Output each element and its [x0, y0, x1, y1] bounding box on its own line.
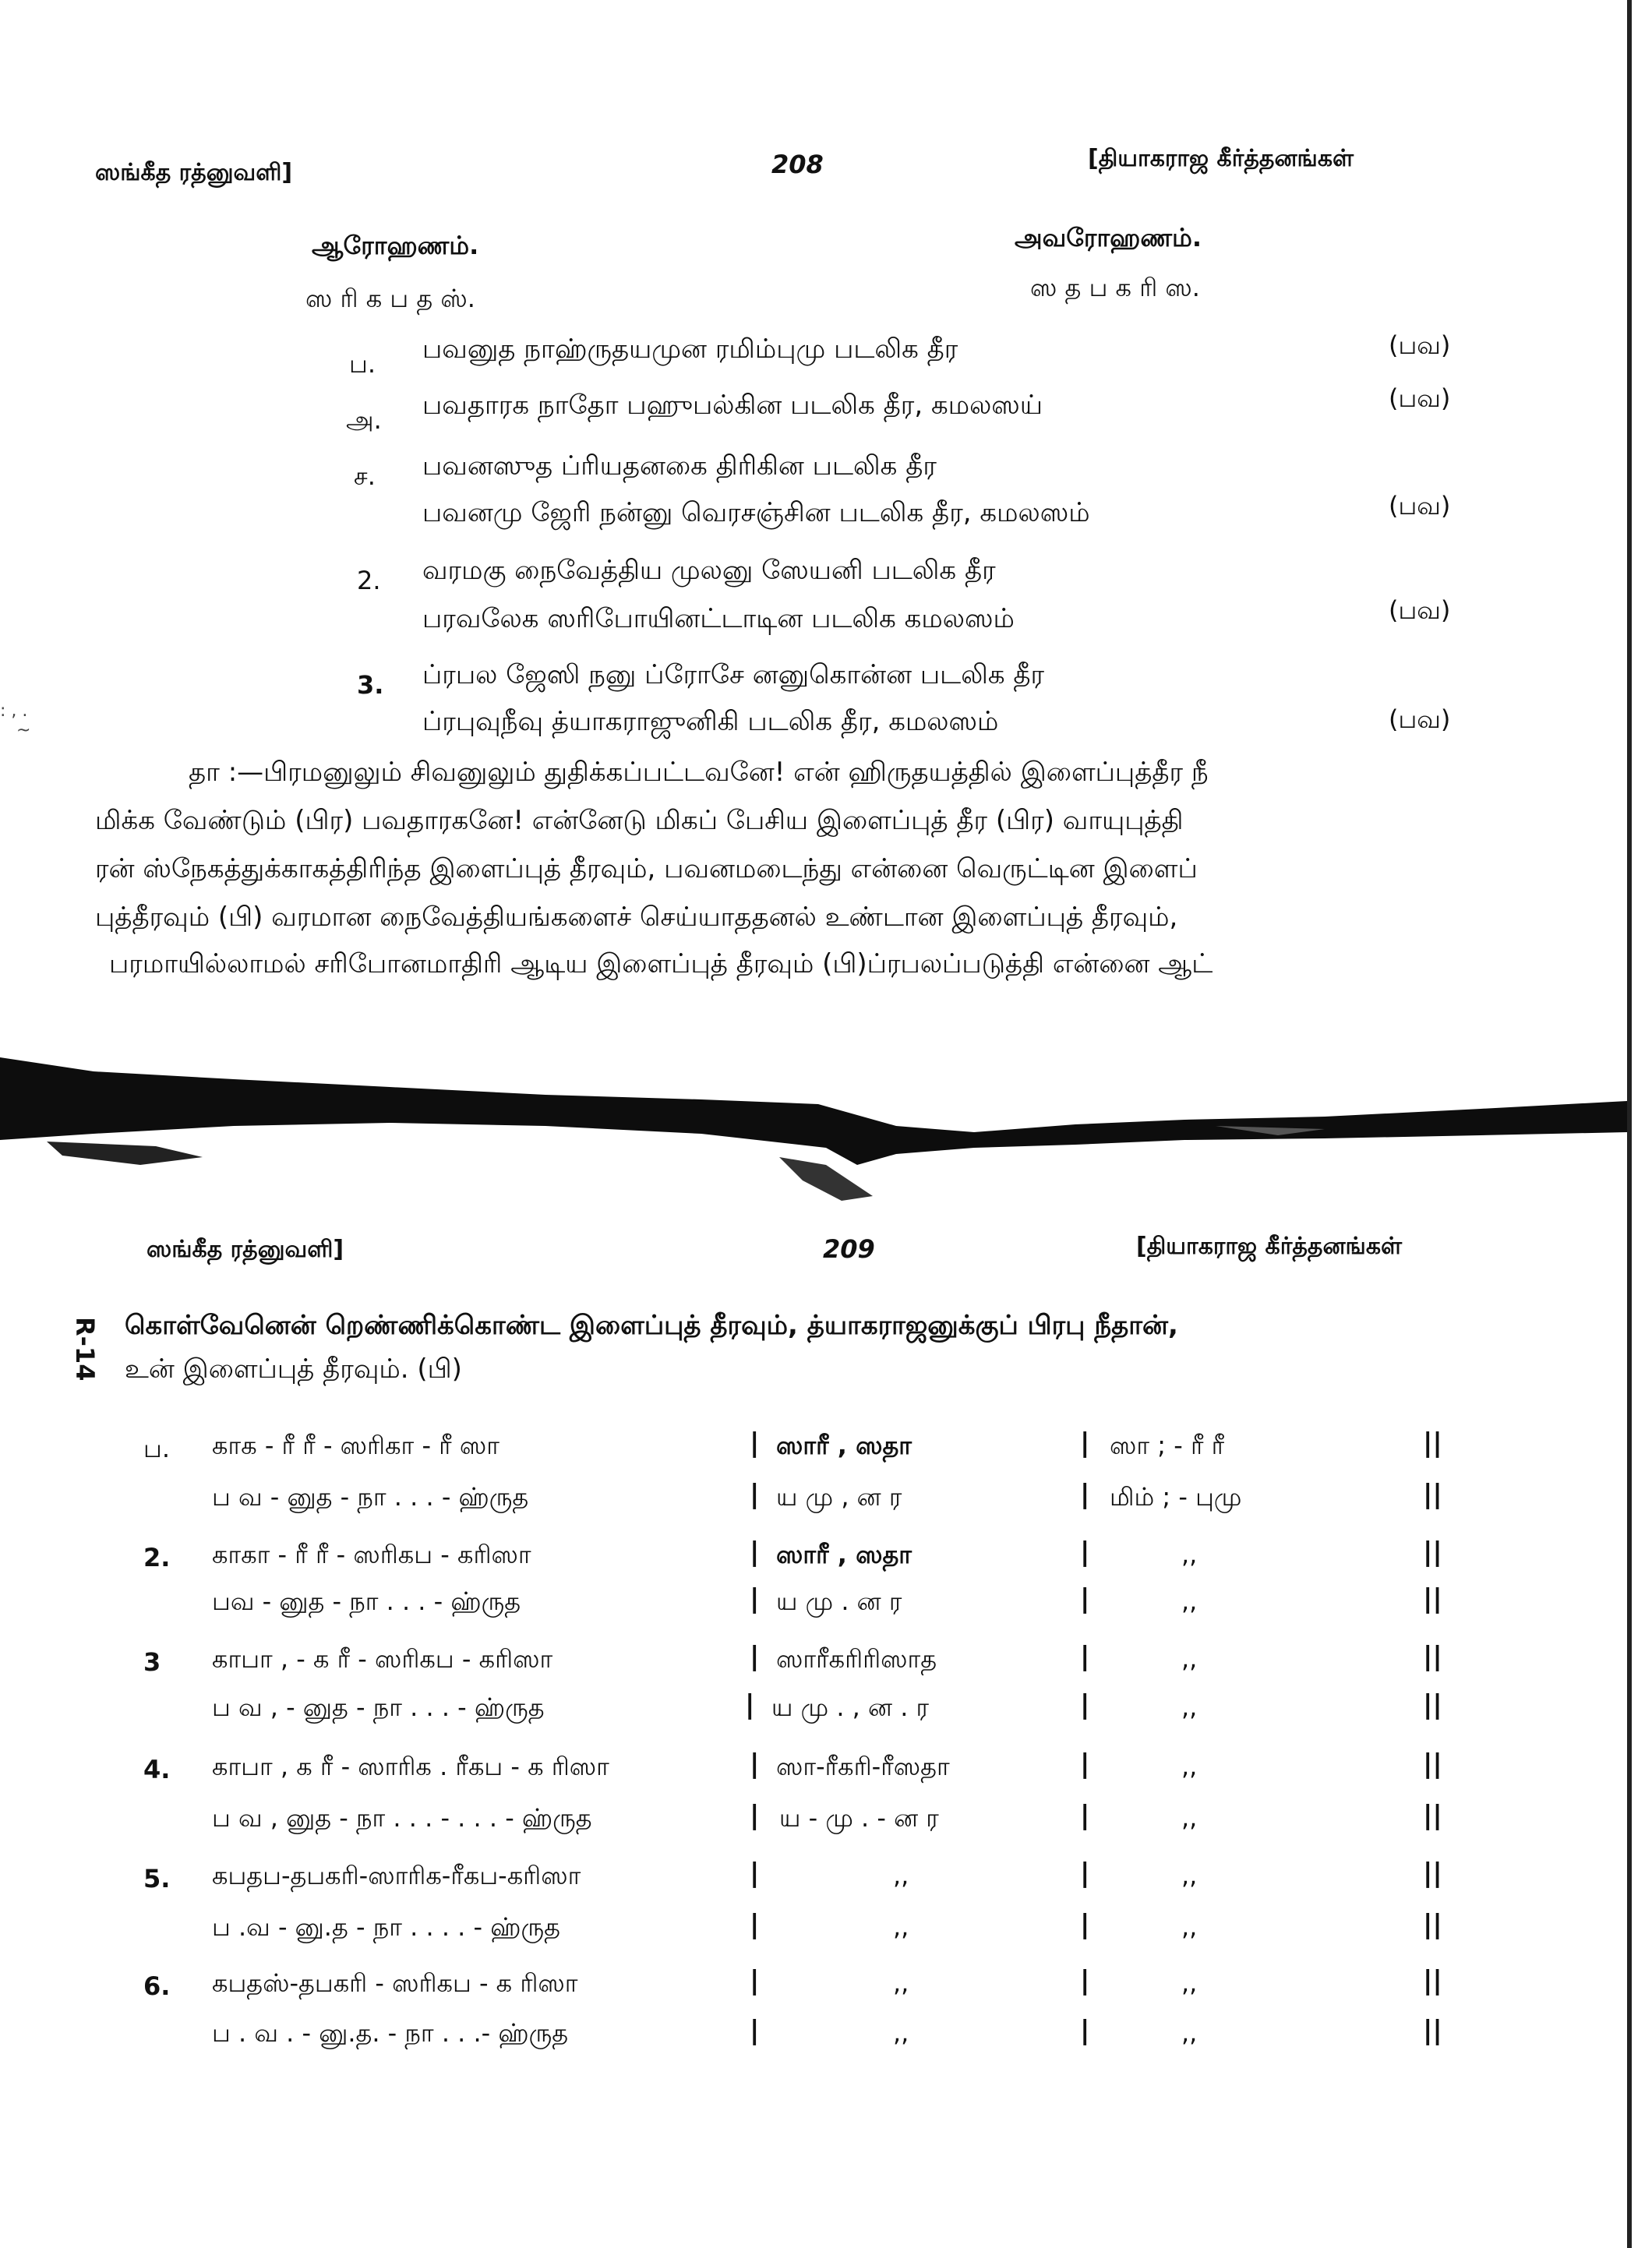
meaning-line: ரன் ஸ்நேகத்துக்காகத்திரிந்த இளைப்புத் தீரவும், பவனமடைந்து என்னை வெருட்டின இளைப் [95, 853, 1198, 884]
notation-number: 3 [143, 1647, 161, 1677]
bar-line: | [750, 1537, 760, 1568]
bar-line: | [1080, 1479, 1090, 1510]
swara-right: ,, [1181, 1644, 1198, 1674]
verse-line: பரவலேக ஸரிபோயினட்டாடின படலிக கமலஸம் [422, 603, 1015, 634]
sahitya-right: ,, [1181, 1912, 1198, 1942]
bar-line: | [750, 1641, 760, 1672]
avarohanam-notes: ஸ த ப க ரி ஸ. [1030, 273, 1200, 302]
swara-mid: ஸாரீ , ஸதா [776, 1431, 912, 1460]
swara-right: ,, [1181, 1861, 1198, 1890]
swara-line: கபதப-தபகரி-ஸாரிக-ரீகப-கரிஸா [212, 1861, 581, 1890]
verse-line: வரமகு நைவேத்திய முலனு ஸேயனி படலிக தீர [422, 555, 996, 586]
running-header-left: ஸங்கீத ரத்னுவளி] [95, 159, 293, 186]
swara-right: ,, [1181, 1968, 1198, 1998]
bar-line: | [750, 2015, 760, 2046]
page-number: 208 [771, 150, 824, 179]
notation-number: ப. [143, 1434, 170, 1463]
swara-line: காகா - ரீ ரீ - ஸரிகப - கரிஸா [212, 1540, 531, 1569]
sahitya-right: ,, [1181, 2018, 1198, 2048]
sahitya-line: ப வ , னுத - நா . . . - . . . - ஹ்ருத [212, 1803, 592, 1833]
running-header-right: [தியாகராஜ கீர்த்தனங்கள் [1088, 145, 1354, 172]
swara-mid: ஸாரீ , ஸதா [776, 1540, 912, 1569]
notation-number: 4. [143, 1755, 171, 1784]
refrain-ref: (பவ) [1389, 704, 1451, 734]
bar-line: | [1080, 1800, 1090, 1831]
swara-mid: ஸாரீகரிரிஸாத [776, 1644, 937, 1674]
continued-line: உன் இளைப்புத் தீரவும். (பி) [125, 1353, 462, 1385]
swara-line: காபா , க ரீ - ஸாரிக . ரீகப - க ரிஸா [212, 1752, 609, 1781]
refrain-ref: (பவ) [1389, 491, 1451, 521]
continued-line: கொள்வேனென் றெண்ணிக்கொண்ட இளைப்புத் தீரவும், த்யாகராஜனுக்குப் பிரபு நீதான், [125, 1310, 1178, 1341]
verse-mark: அ. [346, 405, 382, 435]
arohanam-notes: ஸ ரி க ப த ஸ். [305, 284, 475, 313]
sahitya-mid: ய மு . , ன . ர [771, 1692, 930, 1722]
swara-line: காபா , - க ரீ - ஸரிகப - கரிஸா [212, 1644, 553, 1674]
meaning-line: பரமாயில்லாமல் சரிபோனமாதிரி ஆடிய இளைப்புத் தீரவும் (பி)ப்ரபலப்படுத்தி என்னை ஆட் [109, 948, 1213, 979]
swara-right: ஸா ; - ரீ ரீ [1110, 1431, 1225, 1460]
double-bar: || [1423, 2015, 1442, 2046]
side-label: R-14 [70, 1317, 100, 1382]
notation-number: 2. [143, 1543, 171, 1572]
verse-line: பவனஸுத ப்ரியதனகை திரிகின படலிக தீர [422, 450, 937, 482]
sahitya-right: மிம் ; - புமு [1110, 1482, 1242, 1512]
margin-marks: : , . ~ [0, 701, 31, 740]
sahitya-line: ப வ , - னுத - நா . . . - ஹ்ருத [212, 1692, 545, 1722]
verse-line: பவனமு ஜேரி நன்னு வெரசஞ்சின படலிக தீர, கமலஸம் [422, 497, 1090, 528]
verse-line: ப்ரபல ஜேஸி நனு ப்ரோசே னனுகொன்ன படலிக தீர [422, 659, 1045, 690]
double-bar: || [1423, 1689, 1442, 1720]
sahitya-mid: ய - மு . - ன ர [779, 1803, 939, 1833]
swara-mid: ,, [893, 1861, 909, 1890]
sahitya-mid: ய மு . ன ர [776, 1586, 902, 1616]
refrain-ref: (பவ) [1389, 330, 1451, 360]
bar-line: | [750, 1858, 760, 1889]
swara-mid: ஸா-ரீகரி-ரீஸதா [776, 1752, 950, 1781]
bar-line: | [1080, 2015, 1090, 2046]
swara-right: ,, [1181, 1540, 1198, 1569]
torn-page-edge [0, 1048, 1652, 1227]
verse-mark: 2. [357, 566, 381, 595]
avarohanam-label: அவரோஹணம். [1015, 223, 1202, 252]
verse-mark: 3. [357, 670, 384, 700]
bar-line: | [750, 1965, 760, 1996]
verse-mark: ச. [354, 461, 376, 491]
running-header-left: ஸங்கீத ரத்னுவளி] [146, 1236, 344, 1263]
sahitya-mid: ,, [893, 2018, 909, 2048]
bar-line: | [750, 1427, 760, 1459]
bar-line: | [1080, 1965, 1090, 1996]
verse-mark: ப. [349, 349, 376, 379]
sahitya-line: ப . வ . - னு.த. - நா . . .- ஹ்ருத [212, 2018, 569, 2048]
sahitya-right: ,, [1181, 1586, 1198, 1616]
double-bar: || [1423, 1800, 1442, 1831]
bar-line: | [745, 1689, 755, 1720]
bar-line: | [750, 1479, 760, 1510]
refrain-ref: (பவ) [1389, 595, 1451, 625]
double-bar: || [1423, 1858, 1442, 1889]
sahitya-line: ப வ - னுத - நா . . . - ஹ்ருத [212, 1482, 529, 1512]
sahitya-right: ,, [1181, 1692, 1198, 1722]
bar-line: | [1080, 1689, 1090, 1720]
bar-line: | [1080, 1909, 1090, 1940]
arohanam-label: ஆரோஹணம். [312, 231, 479, 260]
sahitya-mid: ,, [893, 1912, 909, 1942]
bar-line: | [750, 1800, 760, 1831]
running-header-right: [தியாகராஜ கீர்த்தனங்கள் [1136, 1233, 1403, 1260]
sahitya-right: ,, [1181, 1803, 1198, 1833]
refrain-ref: (பவ) [1389, 383, 1451, 413]
bar-line: | [1080, 1427, 1090, 1459]
page-number: 209 [823, 1234, 875, 1264]
double-bar: || [1423, 1641, 1442, 1672]
notation-number: 5. [143, 1864, 171, 1893]
bar-line: | [1080, 1749, 1090, 1780]
sahitya-line: பவ - னுத - நா . . . - ஹ்ருத [212, 1586, 521, 1616]
bar-line: | [750, 1909, 760, 1940]
verse-line: பவதாரக நாதோ பஹுபல்கின படலிக தீர, கமலஸய் [422, 390, 1043, 421]
verse-line: ப்ரபுவுநீவு த்யாகராஜுனிகி படலிக தீர, கமலஸம் [422, 706, 999, 737]
sahitya-mid: ய மு , ன ர [776, 1482, 902, 1512]
swara-mid: ,, [893, 1968, 909, 1998]
double-bar: || [1423, 1909, 1442, 1940]
notation-number: 6. [143, 1971, 171, 2001]
double-bar: || [1423, 1749, 1442, 1780]
bar-line: | [750, 1583, 760, 1615]
meaning-line: புத்தீரவும் (பி) வரமான நைவேத்தியங்களைச் செய்யாததனல் உண்டான இளைப்புத் தீரவும், [95, 902, 1178, 933]
double-bar: || [1423, 1583, 1442, 1615]
verse-line: பவனுத நாஹ்ருதயமுன ரமிம்புமு படலிக தீர [422, 333, 958, 365]
double-bar: || [1423, 1427, 1442, 1459]
meaning-line: தா :—பிரமனுலும் சிவனுலும் துதிக்கப்பட்டவனே! என் ஹிருதயத்தில் இளைப்புத்தீர நீ [189, 757, 1209, 788]
bar-line: | [1080, 1583, 1090, 1615]
double-bar: || [1423, 1537, 1442, 1568]
swara-right: ,, [1181, 1752, 1198, 1781]
double-bar: || [1423, 1965, 1442, 1996]
swara-line: கபதஸ்-தபகரி - ஸரிகப - க ரிஸா [212, 1968, 578, 1998]
bar-line: | [1080, 1858, 1090, 1889]
sahitya-line: ப .வ - னு.த - நா . . . . - ஹ்ருத [212, 1912, 560, 1942]
bar-line: | [1080, 1641, 1090, 1672]
swara-line: காக - ரீ ரீ - ஸரிகா - ரீ ஸா [212, 1431, 499, 1460]
bar-line: | [750, 1749, 760, 1780]
bar-line: | [1080, 1537, 1090, 1568]
meaning-line: மிக்க வேண்டும் (பிர) பவதாரகனே! என்னேடு மிகப் பேசிய இளைப்புத் தீர (பிர) வாயுபுத்தி [95, 805, 1184, 836]
double-bar: || [1423, 1479, 1442, 1510]
